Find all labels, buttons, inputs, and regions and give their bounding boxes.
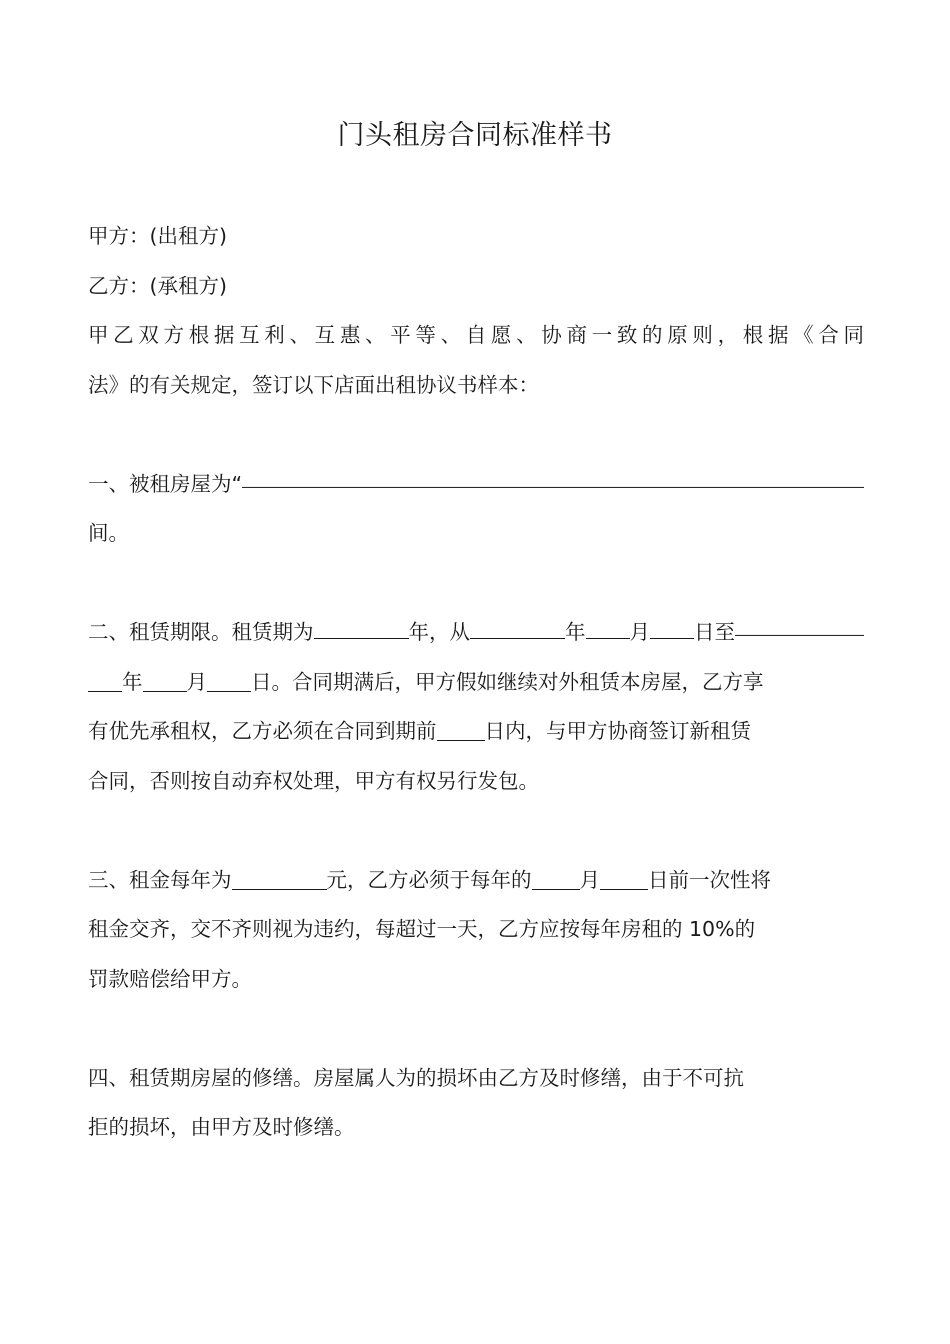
- payment-month-blank: [532, 867, 580, 890]
- party-b-line: [88, 262, 864, 312]
- clause-2-line-1: [88, 608, 864, 658]
- clause-3-text: 日前一次性将: [648, 867, 771, 892]
- start-year-blank: [470, 616, 565, 639]
- paragraph-gap: [88, 559, 864, 609]
- party-a-label: 甲方：: [88, 224, 150, 248]
- clause-4-line-1: 四、租赁期房屋的修缮。房屋属人为的损坏由乙方及时修缮，由于不可抗: [88, 1065, 744, 1090]
- paragraph-gap: [88, 1004, 864, 1054]
- end-year-blank-part2: [88, 669, 122, 692]
- clause-2-text: 年，从: [408, 620, 470, 644]
- party-a-role: (出租方): [149, 224, 227, 248]
- party-b-label: 乙方：: [88, 273, 150, 298]
- clause-2-text: 月: [629, 620, 650, 644]
- paragraph-gap: [88, 410, 864, 460]
- renewal-days-blank: [437, 719, 485, 742]
- intro-line-2: 法》的有关规定，签订以下店面出租协议书样本：: [88, 372, 539, 397]
- clause-2-line-3: [88, 707, 864, 757]
- clause-2-text: 年: [122, 669, 143, 694]
- lease-years-blank: [314, 616, 409, 639]
- clause-2-line-4: 合同，否则按自动弃权处理，甲方有权另行发包。: [88, 768, 539, 793]
- clause-3-line-3: 罚款赔偿给甲方。: [88, 966, 252, 991]
- clause-2-text: 日内，与甲方协商签订新租赁: [484, 719, 751, 743]
- clause-2-text: 月: [186, 669, 207, 694]
- clause-2-text: 二、租赁期限。租赁期为: [88, 620, 314, 644]
- clause-2-text: 日。合同期满后，甲方假如继续对外租赁本房屋，乙方享: [251, 669, 764, 694]
- annual-rent-blank: [232, 867, 327, 890]
- clause-3-line-1: [88, 856, 864, 906]
- party-b-role: (承租方): [149, 273, 227, 298]
- intro-line-1: 甲乙双方根据互利、互惠、平等、自愿、协商一致的原则，根据《合同: [88, 323, 864, 347]
- clause-3-text: 三、租金每年为: [88, 867, 232, 892]
- clause-1-blank: [242, 465, 864, 488]
- clause-1-prefix: 一、被租房屋为“: [88, 471, 243, 496]
- clause-3-text: 元，乙方必须于每年的: [326, 867, 532, 892]
- end-day-blank: [207, 669, 251, 692]
- clause-3-text: 月: [579, 867, 600, 892]
- payment-day-blank: [600, 867, 648, 890]
- paragraph-gap: [88, 806, 864, 856]
- document-title: 门头租房合同标准样书: [337, 120, 613, 151]
- end-year-blank-part1: [735, 613, 864, 636]
- clause-2-text: 年: [565, 620, 586, 644]
- clause-3-line-2: 租金交齐，交不齐则视为违约，每超过一天，乙方应按每年房租的 10%的: [88, 917, 756, 941]
- clause-2-line-2: [88, 658, 864, 708]
- clause-1-line-2: 间。: [88, 521, 129, 545]
- end-month-blank: [143, 669, 187, 692]
- clause-2-text: 日至: [694, 620, 735, 644]
- party-a-line: [88, 212, 864, 262]
- start-month-blank: [586, 616, 630, 639]
- start-day-blank: [650, 616, 694, 639]
- clause-1-line-1: [88, 460, 864, 510]
- clause-4-line-2: 拒的损坏，由甲方及时修缮。: [88, 1115, 355, 1139]
- document-body: [88, 212, 864, 1153]
- clause-2-text: 有优先承租权，乙方必须在合同到期前: [88, 719, 437, 743]
